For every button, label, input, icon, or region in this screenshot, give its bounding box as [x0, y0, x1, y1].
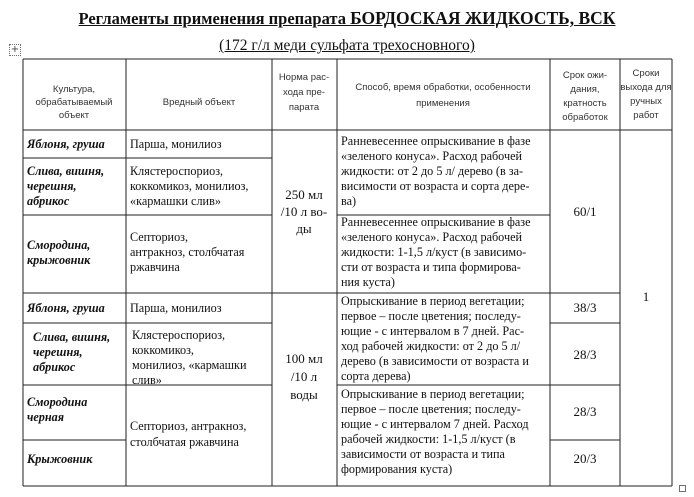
method-line: зависимости от возраста и типа: [341, 447, 505, 461]
pest-cell-merged: [130, 419, 246, 449]
pest-line: Септориоз, антракноз,: [130, 419, 247, 433]
header-reentry-line: выхода для: [620, 82, 672, 93]
pest-cell: [132, 328, 247, 387]
method-line: Ранневесеннее опрыскивание в фазе: [341, 134, 531, 148]
pest-cell: [130, 230, 245, 274]
crop-line: Слива, вишня,: [27, 164, 105, 178]
method-line: ход рабочей жидкости: от 2 до 5 л/: [341, 339, 521, 353]
header-waiting-line: дания,: [570, 84, 600, 95]
method-line: «зеленого конуса». Расход рабочей: [341, 230, 523, 244]
title-prefix: Регламенты применения препарата: [78, 9, 346, 28]
crop-line: абрикос: [27, 194, 70, 208]
method-line: рабочей жидкости: 1-1,5 л/куст (в: [341, 432, 516, 446]
pest-cell: [130, 137, 222, 151]
pest-line: «кармашки слив»: [130, 194, 221, 208]
method-line: первое – после цветения; последу-: [341, 309, 521, 323]
crop-line: Смородина: [27, 395, 88, 409]
method-line: «зеленого конуса». Расход рабочей: [341, 149, 523, 163]
rate-line: 250 мл: [285, 187, 323, 202]
header-crop-line: объект: [58, 110, 90, 121]
crop-cell: [26, 137, 105, 151]
waiting-value: 38/3: [573, 300, 597, 315]
method-line: сорта дерева): [341, 369, 411, 383]
rate-line: воды: [290, 387, 318, 402]
crop-cell: [27, 164, 104, 208]
method-line: Опрыскивание в период вегетации;: [341, 387, 525, 401]
method-cell: [340, 215, 531, 289]
pest-cell: [130, 301, 222, 315]
pest-cell: [130, 164, 248, 208]
waiting-value: 28/3: [573, 347, 597, 362]
header-waiting: [562, 70, 608, 123]
crop-line: абрикос: [33, 360, 76, 374]
method-line: висимости от возраста и сорта дере-: [341, 179, 530, 193]
method-line: дерево (в зависимости от возраста и: [341, 354, 529, 368]
header-rate-line: хода пре-: [282, 87, 326, 98]
table-move-handle-icon[interactable]: +: [10, 44, 20, 55]
rate-line: /10 л во-: [280, 204, 328, 219]
method-line: жидкости: от 2 до 5 л/ дерево (в за-: [341, 164, 524, 178]
header-pest-line: Вредный объект: [162, 97, 236, 108]
pest-line: столбчатая ржавчина: [130, 435, 239, 449]
crop-line: Слива, вишня,: [33, 330, 111, 344]
pest-line: Парша, монилиоз: [130, 137, 222, 151]
header-pest: [163, 97, 236, 108]
crop-cell: [27, 395, 87, 424]
method-line: ющие - с интервалом 7 дней. Расход: [341, 417, 529, 431]
reentry-value: 1: [642, 289, 650, 304]
subtitle-text: (172 г/л меди сульфата трехосновного): [219, 37, 475, 54]
pest-line: монилиоз, «кармашки: [132, 358, 247, 372]
header-crop-line: обрабатываемый: [35, 97, 113, 108]
pest-line: Клястероспориоз,: [130, 164, 224, 178]
header-crop-line: Культура,: [52, 84, 96, 95]
pest-line: ржавчина: [130, 260, 180, 274]
crop-line: крыжовник: [27, 253, 91, 267]
header-rate: [279, 72, 329, 113]
crop-cell: [26, 452, 93, 466]
crop-line: Смородина,: [27, 238, 91, 252]
rate-cell: [281, 187, 327, 236]
pest-line: антракноз, столбчатая: [130, 245, 245, 259]
crop-line: Яблоня, груша: [27, 301, 105, 315]
header-reentry-line: работ: [633, 110, 659, 121]
header-rate-line: парата: [288, 102, 320, 113]
pest-line: слив»: [132, 373, 162, 387]
method-line: ющие - с интервалом в 7 дней. Рас-: [341, 324, 525, 338]
method-cell: [341, 387, 529, 476]
method-line: ния куста): [341, 275, 395, 289]
crop-cell: [33, 330, 110, 374]
rate-line: ды: [296, 221, 312, 236]
pest-line: Парша, монилиоз: [130, 301, 222, 315]
crop-line: Яблоня, груша: [27, 137, 105, 151]
method-cell: [341, 294, 529, 383]
waiting-value: 20/3: [573, 451, 597, 466]
crop-cell: [27, 238, 91, 267]
header-method-line: Способ, время обработки, особенности: [355, 82, 531, 93]
method-line: формирования куста): [341, 462, 453, 476]
header-method-line: применения: [416, 98, 470, 109]
header-waiting-line: кратность: [563, 98, 607, 109]
method-line: жидкости: 1-1,5 л/куст (в зависимо-: [341, 245, 527, 259]
waiting-value: 28/3: [573, 404, 597, 419]
header-crop: [36, 84, 113, 121]
pest-line: Клястероспориоз,: [132, 328, 226, 342]
waiting-value: 60/1: [573, 204, 597, 219]
crop-line: черешня,: [33, 345, 83, 359]
method-line: ва): [341, 194, 357, 208]
pest-line: коккомикоз, монилиоз,: [130, 179, 249, 193]
rate-line: /10 л: [290, 369, 318, 384]
method-line: Ранневесеннее опрыскивание в фазе: [341, 215, 531, 229]
pest-line: коккомикоз,: [132, 343, 194, 357]
crop-line: черная: [27, 410, 65, 424]
method-cell: [340, 134, 531, 208]
header-reentry-line: Сроки: [632, 68, 660, 79]
header-waiting-line: Срок ожи-: [562, 70, 608, 81]
crop-cell: [26, 301, 105, 315]
crop-line: Крыжовник: [27, 452, 93, 466]
header-method: [355, 82, 530, 109]
crop-line: черешня,: [27, 179, 77, 193]
header-rate-line: Норма рас-: [278, 72, 330, 83]
header-reentry-line: ручных: [630, 96, 662, 107]
method-line: первое – после цветения; последу-: [341, 402, 521, 416]
method-line: сти от возраста и типа формирова-: [341, 260, 521, 274]
method-line: Опрыскивание в период вегетации;: [341, 294, 525, 308]
rate-cell: [285, 351, 323, 402]
header-reentry: [620, 68, 671, 121]
header-waiting-line: обработок: [562, 112, 608, 123]
pest-line: Септориоз,: [130, 230, 189, 244]
rate-line: 100 мл: [285, 351, 323, 366]
title-product: БОРДОСКАЯ ЖИДКОСТЬ, ВСК: [350, 8, 616, 28]
